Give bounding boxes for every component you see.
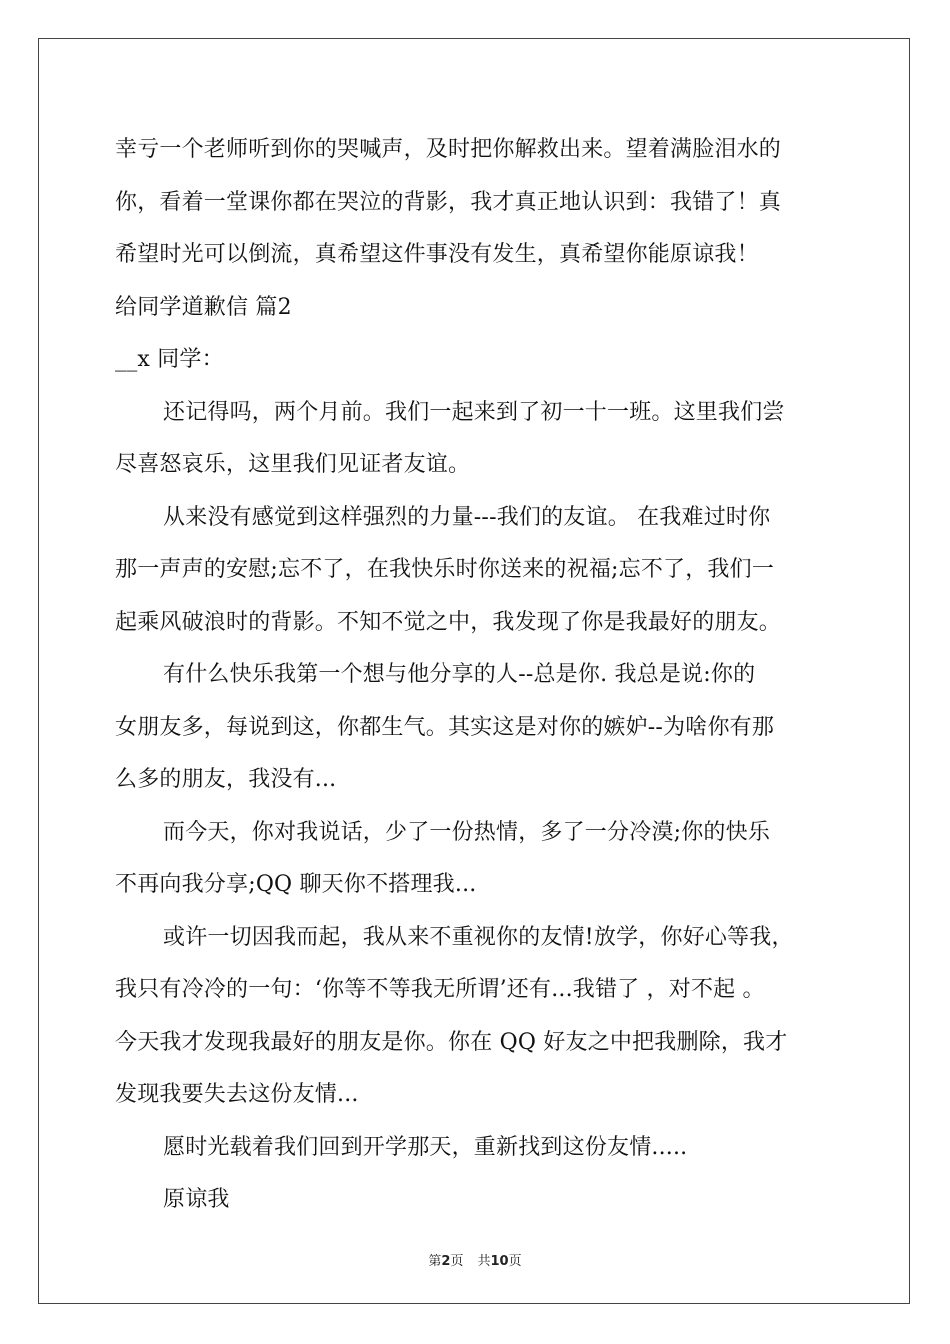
page-number: 2 xyxy=(441,1254,451,1269)
text-line: 那一声声的安慰;忘不了，在我快乐时你送来的祝福;忘不了，我们一 xyxy=(115,557,775,582)
section-heading: 给同学道歉信 篇2 xyxy=(115,294,292,320)
paragraph-start: 愿时光载着我们回到开学那天，重新找到这份友情..... xyxy=(163,1134,688,1160)
text-line: 发现我要失去这份友情... xyxy=(115,1082,359,1107)
salutation: __x 同学： xyxy=(115,347,224,372)
text-line: 起乘风破浪时的背影。不知不觉之中，我发现了你是我最好的朋友。 xyxy=(115,609,782,635)
text-line: 幸亏一个老师听到你的哭喊声，及时把你解救出来。望着满脸泪水的 xyxy=(115,137,782,162)
text-line: 你，看着一堂课你都在哭泣的背影，我才真正地认识到：我错了！真 xyxy=(115,189,782,215)
document-body xyxy=(115,128,837,1231)
paragraph-start: 从来没有感觉到这样强烈的力量---我们的友谊。 在我难过时你 xyxy=(163,504,771,530)
closing-line: 原谅我 xyxy=(163,1187,230,1212)
paragraph-start: 或许一切因我而起，我从来不重视你的友情!放学，你好心等我， xyxy=(163,924,794,950)
text-line: 不再向我分享;QQ 聊天你不搭理我... xyxy=(115,872,477,897)
page-footer xyxy=(0,1250,950,1269)
text-line: 希望时光可以倒流，真希望这件事没有发生，真希望你能原谅我！ xyxy=(115,242,759,267)
text-line: 我只有冷冷的一句：‘你等不等我无所谓’还有...我错了 ，对不起 。 xyxy=(115,977,765,1002)
page-prefix: 第 xyxy=(428,1254,442,1269)
total-suffix: 页 xyxy=(508,1254,522,1269)
paragraph-start: 而今天，你对我说话，少了一份热情，多了一分冷漠;你的快乐 xyxy=(163,819,771,845)
text-line: 今天我才发现我最好的朋友是你。你在 QQ 好友之中把我删除，我才 xyxy=(115,1029,788,1055)
paragraph-start: 还记得吗，两个月前。我们一起来到了初一十一班。这里我们尝 xyxy=(163,399,785,425)
paragraph-start: 有什么快乐我第一个想与他分享的人--总是你. 我总是说:你的 xyxy=(163,662,756,687)
total-pages: 10 xyxy=(490,1254,509,1269)
total-prefix: 共 xyxy=(477,1254,491,1269)
text-line: 尽喜怒哀乐，这里我们见证者友谊。 xyxy=(115,452,471,477)
page-suffix: 页 xyxy=(450,1254,464,1269)
text-line: 么多的朋友，我没有... xyxy=(115,767,337,792)
text-line: 女朋友多，每说到这，你都生气。其实这是对你的嫉妒--为啥你有那 xyxy=(115,714,775,740)
